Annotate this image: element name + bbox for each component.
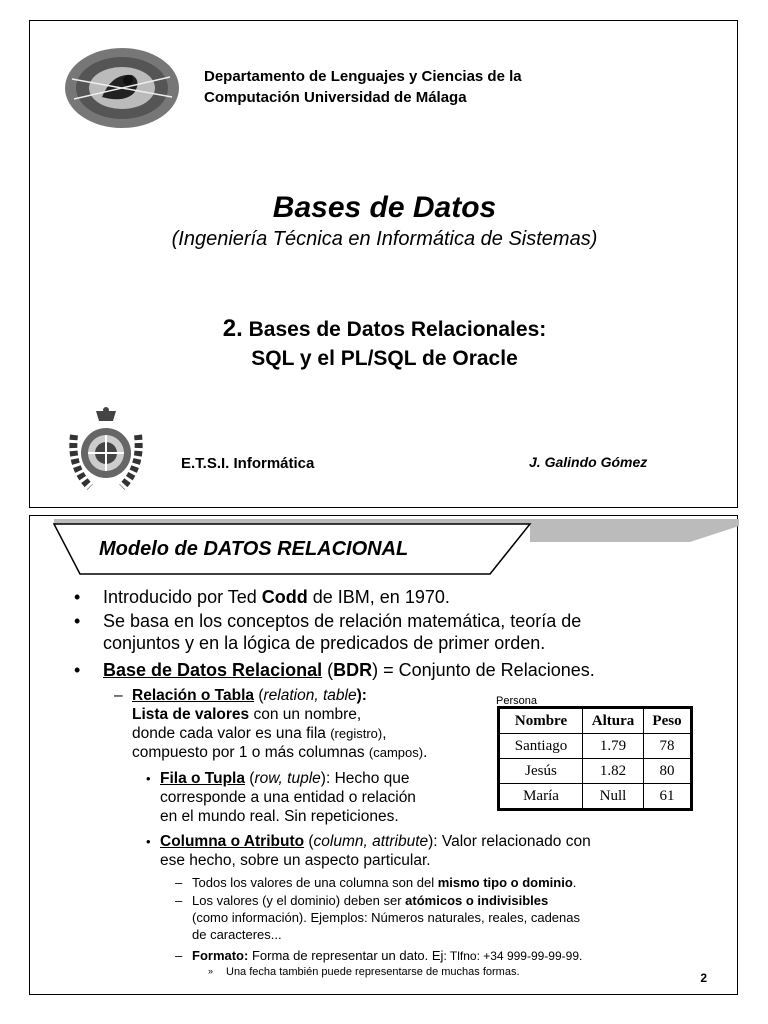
abbr-bdr: BDR [333, 660, 373, 680]
table-row [499, 734, 692, 759]
line-text: ese hecho, sobre un aspecto particular. [160, 852, 431, 869]
dash-marker: – [175, 875, 183, 890]
column-header-altura: Altura [583, 708, 644, 734]
aside-text: (campos) [368, 745, 424, 760]
table-cell: 1.82 [583, 759, 644, 784]
dash-item-tipo [192, 874, 576, 891]
line-text: compuesto por 1 o más columnas [132, 744, 369, 761]
column-header-nombre: Nombre [499, 708, 583, 734]
bullet-text: de IBM, en 1970. [307, 587, 450, 607]
line-text: con un nombre, [249, 706, 362, 723]
term-dominio: mismo tipo o dominio [437, 875, 573, 890]
note-fecha: Una fecha también puede representarse de muchas formas. [226, 966, 520, 978]
department-heading [204, 66, 522, 108]
table-header-row [499, 708, 692, 734]
column-header-peso: Peso [644, 708, 692, 734]
punct: , [382, 725, 387, 742]
school-crest-icon [66, 405, 146, 495]
dash-marker: – [114, 687, 123, 704]
bullet-marker: • [146, 771, 151, 786]
punct: ( [322, 660, 334, 680]
term-english: column, attribute [313, 833, 429, 850]
department-line-2: Computación Universidad de Málaga [204, 89, 467, 106]
line-text: (como información). Ejemplos: Números naturales, reales, cadenas [192, 910, 581, 925]
punct: ( [304, 833, 314, 850]
punct: ): [356, 687, 367, 704]
table-row [499, 784, 692, 810]
table-cell: Null [583, 784, 644, 810]
line-text: corresponde a una entidad o relación [160, 789, 416, 806]
punct: ( [244, 770, 255, 787]
dash-marker: – [175, 893, 183, 908]
table-cell: María [499, 784, 583, 810]
chapter-number: 2. [222, 315, 243, 342]
fila-block [160, 769, 416, 826]
line-text: ): Valor relacionado con [428, 833, 591, 850]
term-relacion: Relación o Tabla [132, 687, 255, 704]
bullet-marker: • [146, 834, 151, 849]
chapter-line-1: Bases de Datos Relacionales: [248, 318, 547, 341]
term-atomicos: atómicos o indivisibles [405, 893, 549, 908]
chapter-heading [30, 314, 739, 373]
table-cell: 61 [644, 784, 692, 810]
bullet-marker: • [74, 660, 81, 680]
table-cell: Jesús [499, 759, 583, 784]
line-text: de caracteres... [192, 927, 282, 942]
bullet-marker: • [74, 611, 81, 631]
title-slide [29, 20, 738, 508]
columna-block [160, 832, 591, 870]
bullet-marker: • [74, 587, 81, 607]
table-name-label: Persona [496, 695, 537, 707]
bullet-bold: Codd [261, 587, 308, 607]
author-name: J. Galindo Gómez [529, 454, 648, 470]
table-cell: Santiago [499, 734, 583, 759]
page-number: 2 [700, 971, 707, 985]
dash-item-atomicos [192, 892, 580, 943]
line-text: Forma de representar un dato. Ej [248, 948, 444, 963]
term-lista: Lista de valores [132, 706, 250, 723]
university-logo-icon [62, 45, 182, 131]
dash-item-formato [192, 947, 582, 965]
term-fila: Fila o Tupla [160, 770, 245, 787]
course-title: Bases de Datos [272, 191, 497, 224]
term-formato: Formato: [192, 948, 249, 963]
line-text: Todos los valores de una columna son del [192, 875, 438, 890]
relacion-block [132, 686, 427, 762]
content-slide [29, 515, 738, 995]
table-cell: 1.79 [583, 734, 644, 759]
bullet-text: Conjunto de Relaciones. [398, 660, 595, 680]
slide-title: Modelo de DATOS RELACIONAL [99, 538, 409, 560]
table-cell: 80 [644, 759, 692, 784]
bullet-text: Se basa en los conceptos de relación matemática, teoría de [103, 611, 582, 631]
school-name: E.T.S.I. Informática [181, 455, 315, 472]
course-subtitle: (Ingeniería Técnica en Informática de Sistemas) [171, 228, 598, 250]
table-cell: 78 [644, 734, 692, 759]
table-row [499, 759, 692, 784]
term-english: row, tuple [254, 770, 321, 787]
bullet-text: Introducido por Ted [103, 587, 262, 607]
punct: . [572, 875, 577, 890]
punct: ) = [372, 660, 399, 680]
raquo-marker: » [208, 966, 214, 976]
bullet-text: conjuntos y en la lógica de predicados de primer orden. [103, 633, 546, 653]
punct: . [423, 744, 428, 761]
department-line-1: Departamento de Lenguajes y Ciencias de la [204, 68, 522, 85]
example-text: : Tlfno: +34 999-99-99-99. [443, 949, 583, 963]
line-text: en el mundo real. Sin repeticiones. [160, 808, 399, 825]
term-bdr: Base de Datos Relacional [103, 660, 323, 680]
line-text: ): Hecho que [320, 770, 410, 787]
term-english: relation, table [263, 687, 357, 704]
aside-text: (registro) [330, 726, 383, 741]
persona-table [497, 706, 693, 811]
punct: ( [254, 687, 264, 704]
line-text: donde cada valor es una fila [132, 725, 331, 742]
term-columna: Columna o Atributo [160, 833, 305, 850]
line-text: Los valores (y el dominio) deben ser [192, 893, 406, 908]
dash-marker: – [175, 948, 183, 963]
chapter-line-2: SQL y el PL/SQL de Oracle [251, 347, 518, 370]
